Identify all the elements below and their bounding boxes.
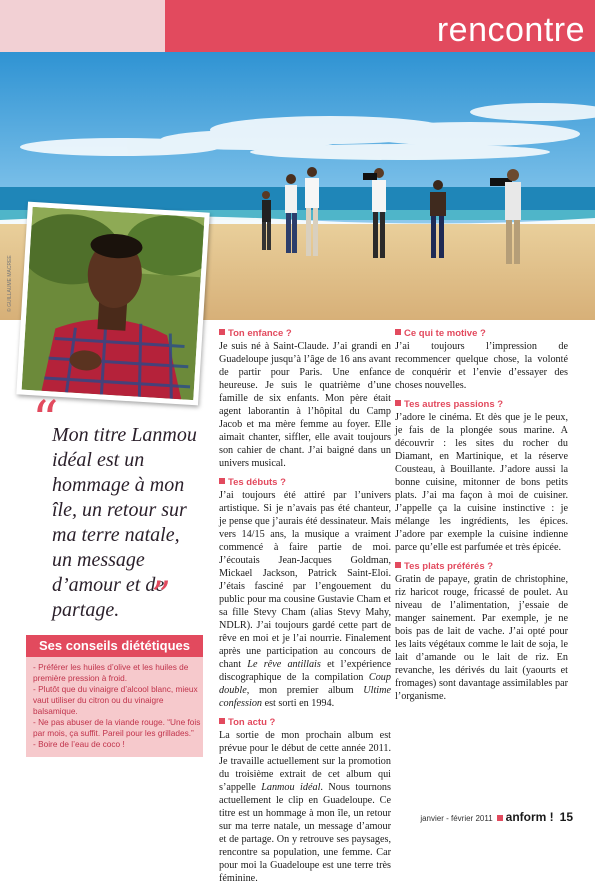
- tip-item: - Préférer les huiles d’olive et les huiles de première pression à froid.: [33, 662, 189, 683]
- square-bullet-icon: [497, 815, 503, 821]
- tips-list: [33, 662, 201, 750]
- section-heading: Tes autres passions ?: [395, 398, 568, 411]
- section-text: La sortie de mon prochain album est prévue pour le début de cette année 2011. Je travaille actuellement sur la promotion du troisième extrait de cet album qui s’appelle Lanmou idéal. Nous tournons actuellement le clip en Guadeloupe. Ce titre est un hommage à mon île, un retour sur ma terre natale, un message d’amour et de partage. On y retrouve ses paysages, rencontre sa population, une femme. Car pour moi la Guadeloupe est une terre très féminine.: [219, 730, 391, 884]
- section-heading: Tes débuts ?: [219, 476, 391, 489]
- section-title: rencontre: [436, 11, 585, 49]
- section-heading: Ce qui te motive ?: [395, 327, 568, 340]
- section-heading: Ton actu ?: [219, 716, 391, 729]
- section-text: J’adore le cinéma. Et dès que je le peux, je fais de la plongée sous marine. A découvrir : les sites du rocher du Diamant, en Martinique, et la réserve Cousteau, à Bouillante. J’adore aussi la bonne cuisine, mitonner de bons petits plats. J’ai ma façon à moi de cuisiner. J’appelle ça la cuisine instinctive : je mélange les ingrédients, les épices. J’adore par exemple la cuisine indienne parce qu’elle est parfumée et très épicée.: [395, 412, 568, 553]
- section-text: Gratin de papaye, gratin de christophine, riz haricot rouge, fricassé de poulet. Au niveau de l’alimentation, j’essaie de manger sainement. Par exemple, je ne bois pas de lait de vache. J’ai opté pour les laits végétaux comme le lait de soja, le lait d’amande ou le lait de riz. En revanche, les dérivés du lait (yaourts et fromages) sont davantage assimilables par l’organisme.: [395, 574, 568, 702]
- tips-box: [26, 657, 203, 757]
- square-bullet-icon: [219, 329, 225, 335]
- square-bullet-icon: [395, 562, 401, 568]
- section-heading: Tes plats préférés ?: [395, 560, 568, 573]
- tip-item: - Plutôt que du vinaigre d’alcool blanc, mieux vaut utiliser du citron ou du vinaigre balsamique.: [33, 684, 198, 716]
- tips-box-title: Ses conseils diététiques: [26, 635, 203, 657]
- tip-item: - Boire de l’eau de coco !: [33, 739, 125, 749]
- quote-open-mark: “: [32, 391, 59, 451]
- article-column-left: [219, 327, 391, 885]
- square-bullet-icon: [395, 329, 401, 335]
- quote-close-mark: „: [152, 550, 172, 594]
- section-text: J’ai toujours l’impression de recommencer quelque chose, la volonté de conquérir et l’envie d’essayer des choses nouvelles.: [395, 341, 568, 391]
- tip-item: - Ne pas abuser de la viande rouge. “Une fois par mois, ça suffit. Pareil pour les grillades.”: [33, 717, 201, 738]
- portrait-photo: [16, 202, 209, 406]
- square-bullet-icon: [219, 718, 225, 724]
- section-text: Je suis né à Saint-Claude. J’ai grandi en Guadeloupe jusqu’à l’âge de 16 ans avant de partir pour Paris. Une enfance heureuse. Je suis le quatrième d’une famille de six enfants. Mon père était agent laborantin à l’hôpital du Camp Jacob et ma mère femme au foyer. Elle aimait chanter, siffler, elle avait toujours son cahier de chant. J’ai baigné dans un univers musical.: [219, 341, 391, 469]
- section-text: J’ai toujours été attiré par l’univers artistique. Si je n’avais pas été chanteur, je pense que j’aurais été dessinateur. Mais vers 14/15 ans, la musique a vraiment commencé à faire partie de moi. J’écoutais Jean-Jacques Goldman, Mickael Jackson, Patrick Saint-Eloi. J’étais fasciné par l’engouement du public pour ma cousine Gustavie Cham et sa fille Stevy Cham (alias Stevy Mahy, NDLR). J’ai toujours gardé cette part de rêve en moi et je l’ai nourrie. Finalement après une participation au concours de chant Le rêve antillais et l’expérience discographique de la compilation Coup double, mon premier album Ultime confession est sorti en 1994.: [219, 490, 391, 709]
- article-column-right: [395, 327, 568, 703]
- photo-credit: © GUILLAUME MACREE: [7, 255, 13, 312]
- issue-date: janvier - février 2011: [420, 814, 493, 823]
- header-tint: [0, 0, 165, 52]
- section-heading: Ton enfance ?: [219, 327, 391, 340]
- magazine-brand: anform !: [505, 810, 554, 824]
- square-bullet-icon: [395, 400, 401, 406]
- page-number: 15: [559, 810, 573, 824]
- square-bullet-icon: [219, 478, 225, 484]
- pull-quote: Mon titre Lanmou idéal est un hommage à mon île, un retour sur ma terre natale, un message d’amour et de partage.: [52, 424, 197, 621]
- page-footer: [420, 808, 573, 826]
